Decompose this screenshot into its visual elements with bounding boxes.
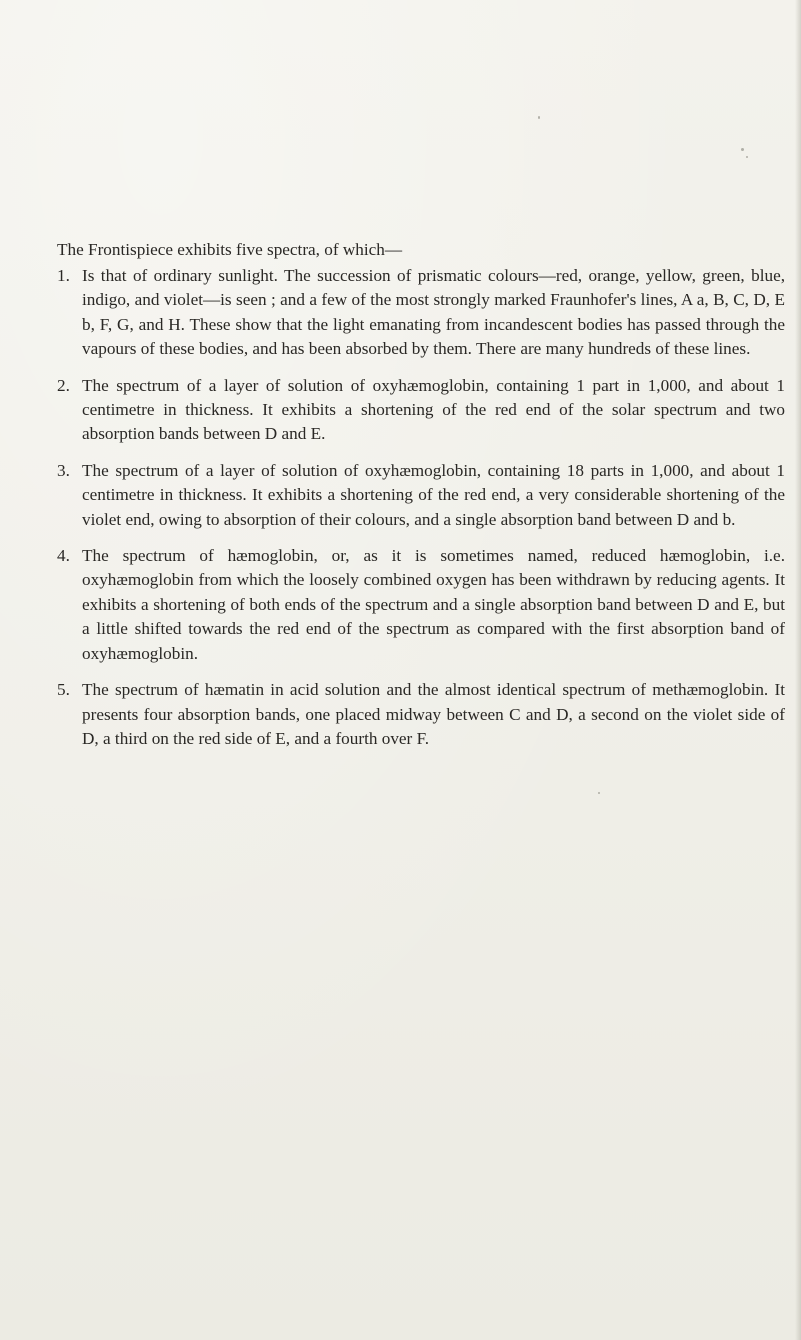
intro-paragraph: The Frontispiece exhibits five spectra, of which— bbox=[57, 240, 403, 259]
spectrum-item-4 bbox=[57, 544, 785, 666]
item-number: 3. bbox=[57, 460, 70, 480]
item-text: The spectrum of a layer of solution of oxyhæmoglobin, containing 1 part in 1,000, and about 1 centimetre in thickness. It exhibits a shortening of the red end of the solar spectrum and two absorption bands between D and E. bbox=[82, 375, 785, 444]
page-edge-shadow bbox=[795, 0, 801, 1340]
spectrum-item-5 bbox=[57, 678, 785, 751]
paper-speck bbox=[598, 792, 600, 794]
item-number: 2. bbox=[57, 375, 70, 395]
paper-speck bbox=[746, 156, 748, 158]
item-text: The spectrum of hæmoglobin, or, as it is sometimes named, reduced hæmoglobin, i.e. oxyhæmoglobin from which the loosely combined oxygen has been withdrawn by reducing agents. It exhibits a shortening of both ends of the spectrum and a single absorption band between D and E, but a little shifted towards the red end of the spectrum as compared with the first absorption band of oxyhæmoglobin. bbox=[82, 546, 785, 663]
spectrum-item-3 bbox=[57, 459, 785, 532]
item-text: The spectrum of hæmatin in acid solution and the almost identical spectrum of methæmoglobin. It presents four absorption bands, one placed midway between C and D, a second on the violet side of D, a third on the red side of E, and a fourth over F. bbox=[82, 680, 785, 748]
spectrum-item-2 bbox=[57, 374, 785, 447]
item-number: 4. bbox=[57, 546, 70, 566]
item-number: 1. bbox=[57, 266, 70, 285]
paper-speck bbox=[741, 148, 744, 151]
paper-speck bbox=[538, 116, 540, 119]
item-text: Is that of ordinary sunlight. The succession of prismatic colours—red, orange, yellow, green, blue, indigo, and violet—is seen ; and a few of the most strongly marked Fraunhofer's lines, A a, B, C, D, E b, F, G, and H. These show that the light emanating from incandescent bodies has passed through the vapours of these bodies, and has been absorbed by them. There are many hundreds of these lines. bbox=[82, 266, 785, 359]
item-number: 5. bbox=[57, 680, 70, 700]
item-text: The spectrum of a layer of solution of oxyhæmoglobin, containing 18 parts in 1,000, and about 1 centimetre in thickness. It exhibits a shortening of the red end, a very considerable shortening of the violet end, owing to absorption of their colours, and a single absorption band between D and b. bbox=[82, 460, 785, 529]
spectra-list bbox=[57, 264, 785, 763]
spectrum-item-1 bbox=[57, 264, 785, 362]
